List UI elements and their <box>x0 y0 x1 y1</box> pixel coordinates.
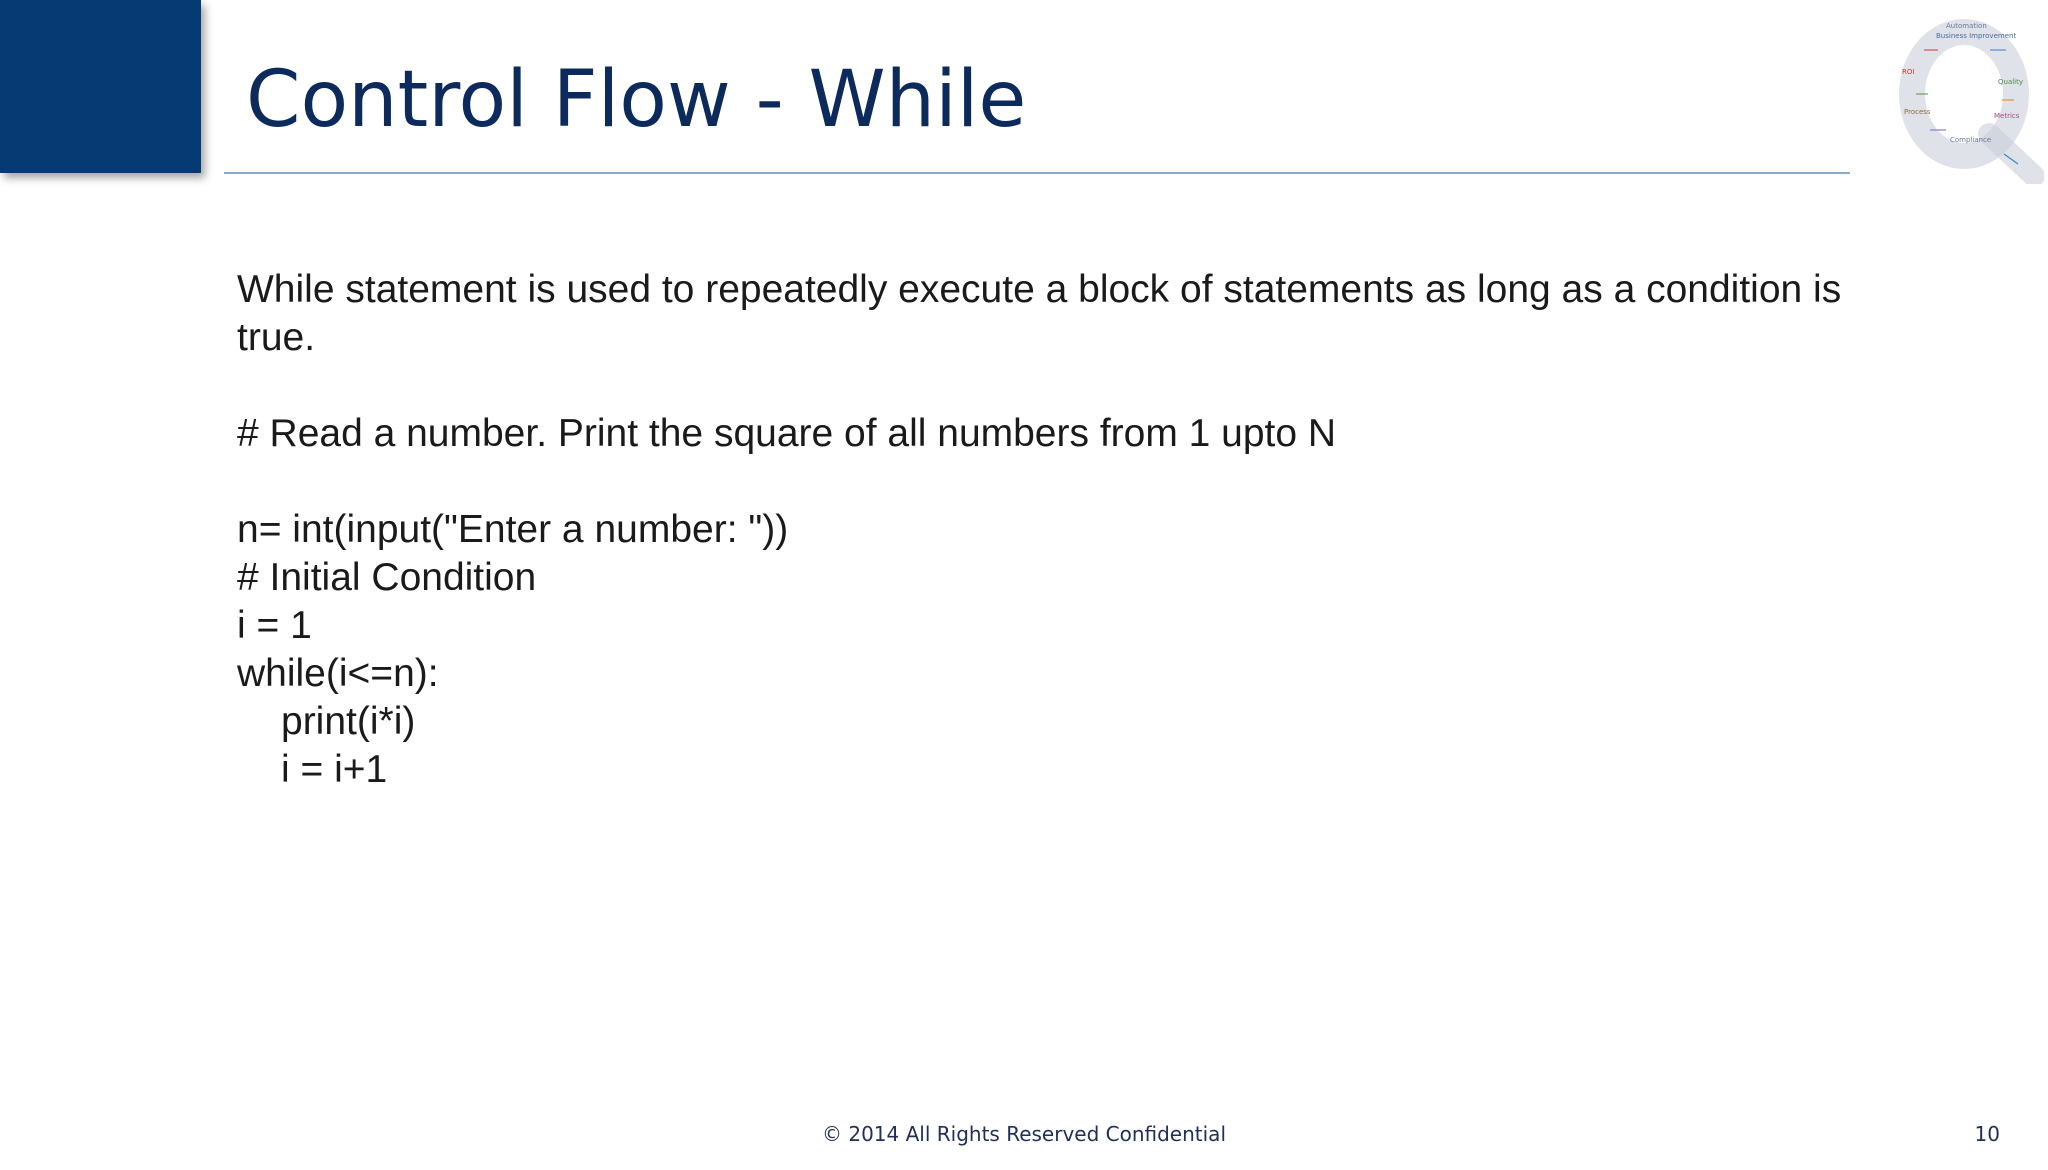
slide-title: Control Flow - While <box>246 55 1027 145</box>
svg-text:Process: Process <box>1904 108 1931 116</box>
svg-text:Metrics: Metrics <box>1994 112 2020 120</box>
svg-text:Compliance: Compliance <box>1950 136 1992 144</box>
code-line: while(i<=n): <box>237 652 439 695</box>
code-line: n= int(input("Enter a number: ")) <box>237 508 789 551</box>
title-divider <box>224 172 1850 174</box>
slide-body <box>237 266 1877 794</box>
code-line: # Initial Condition <box>237 556 537 599</box>
code-line-indented: i = i+1 <box>281 748 388 791</box>
q-word-cloud-logo-icon <box>1894 14 2044 184</box>
header-accent-block <box>0 0 201 173</box>
svg-text:Automation: Automation <box>1946 22 1987 30</box>
code-line: i = 1 <box>237 604 312 647</box>
svg-text:ROI: ROI <box>1902 68 1915 76</box>
svg-text:Business Improvement: Business Improvement <box>1936 32 2017 40</box>
code-line-indented: print(i*i) <box>281 700 416 743</box>
intro-paragraph: While statement is used to repeatedly execute a block of statements as long as a condition is true. <box>237 268 1842 359</box>
svg-text:Quality: Quality <box>1998 78 2024 86</box>
page-number: 10 <box>1974 1122 2000 1146</box>
code-comment-line: # Read a number. Print the square of all numbers from 1 upto N <box>237 412 1337 455</box>
footer-copyright: © 2014 All Rights Reserved Confidential <box>821 1122 1226 1146</box>
